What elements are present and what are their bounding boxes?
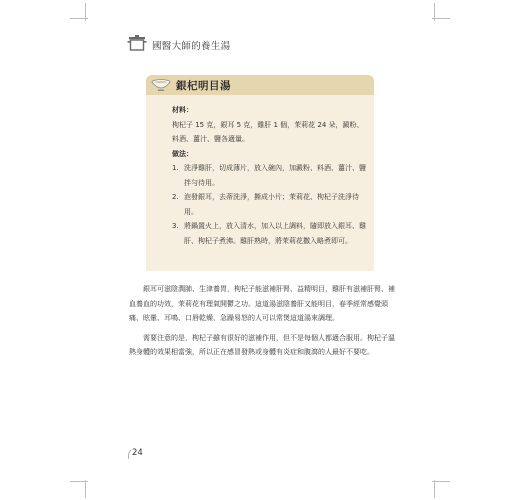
recipe-body xyxy=(172,103,368,248)
page-number: 24 xyxy=(132,448,143,458)
crop-mark xyxy=(85,3,86,21)
step-number: 1. xyxy=(172,164,179,172)
bowl-icon xyxy=(151,78,171,92)
recipe-card-header xyxy=(146,75,374,95)
method-step xyxy=(172,190,368,219)
method-step xyxy=(172,161,368,190)
recipe-title: 銀杞明目湯 xyxy=(176,80,231,92)
ingredients-text: 枸杞子 15 克，銀耳 5 克，雞肝 1 個，茉莉花 24 朵，澱粉、料酒、薑汁、鹽各適量。 xyxy=(172,120,364,143)
method-steps xyxy=(172,161,368,248)
body-paragraph: 銀耳可滋陰潤肺、生津養胃，枸杞子能滋補肝腎、益精明目，雞肝有滋補肝腎、補血養血的功效，茉莉花有理氣開鬱之功。這道湯滋陰養肝又能明目，春季經常感覺頭痛、眩暈、耳鳴、口唇乾燥、急躁易怒的人可以常煲這道湯來調理。 xyxy=(129,285,395,322)
ingredients-label: 材料： xyxy=(172,106,193,114)
pot-icon xyxy=(127,34,147,52)
method-label: 做法： xyxy=(172,149,193,158)
crop-mark xyxy=(85,480,86,498)
method-step xyxy=(172,219,368,248)
running-header-title: 國醫大師的養生湯 xyxy=(152,41,231,52)
crop-mark xyxy=(434,3,435,21)
crop-mark xyxy=(434,480,435,498)
step-number: 3. xyxy=(172,222,179,230)
recipe-card xyxy=(146,75,374,271)
body-paragraph: 需要注意的是，枸杞子雖有很好的滋補作用，但不是每個人都適合服用。枸杞子溫熱身體的效果相當強，所以正在感冒發熱或身體有炎症和腹瀉的人最好不要吃。 xyxy=(129,333,395,356)
step-text: 泡發銀耳，去蒂洗淨，撕成小片；茉莉花、枸杞子洗淨待用。 xyxy=(184,193,359,216)
body-text xyxy=(129,282,395,365)
step-text: 將鍋置火上，放入清水，加入以上調料，隨即放入銀耳、雞肝、枸杞子煮沸。雞肝熟時，將茉莉花撒入略煮即可。 xyxy=(184,222,366,245)
step-number: 2. xyxy=(172,193,179,201)
step-text: 洗淨雞肝，切成薄片，放入碗內，加澱粉、料酒、薑汁、鹽拌勻待用。 xyxy=(184,164,366,187)
